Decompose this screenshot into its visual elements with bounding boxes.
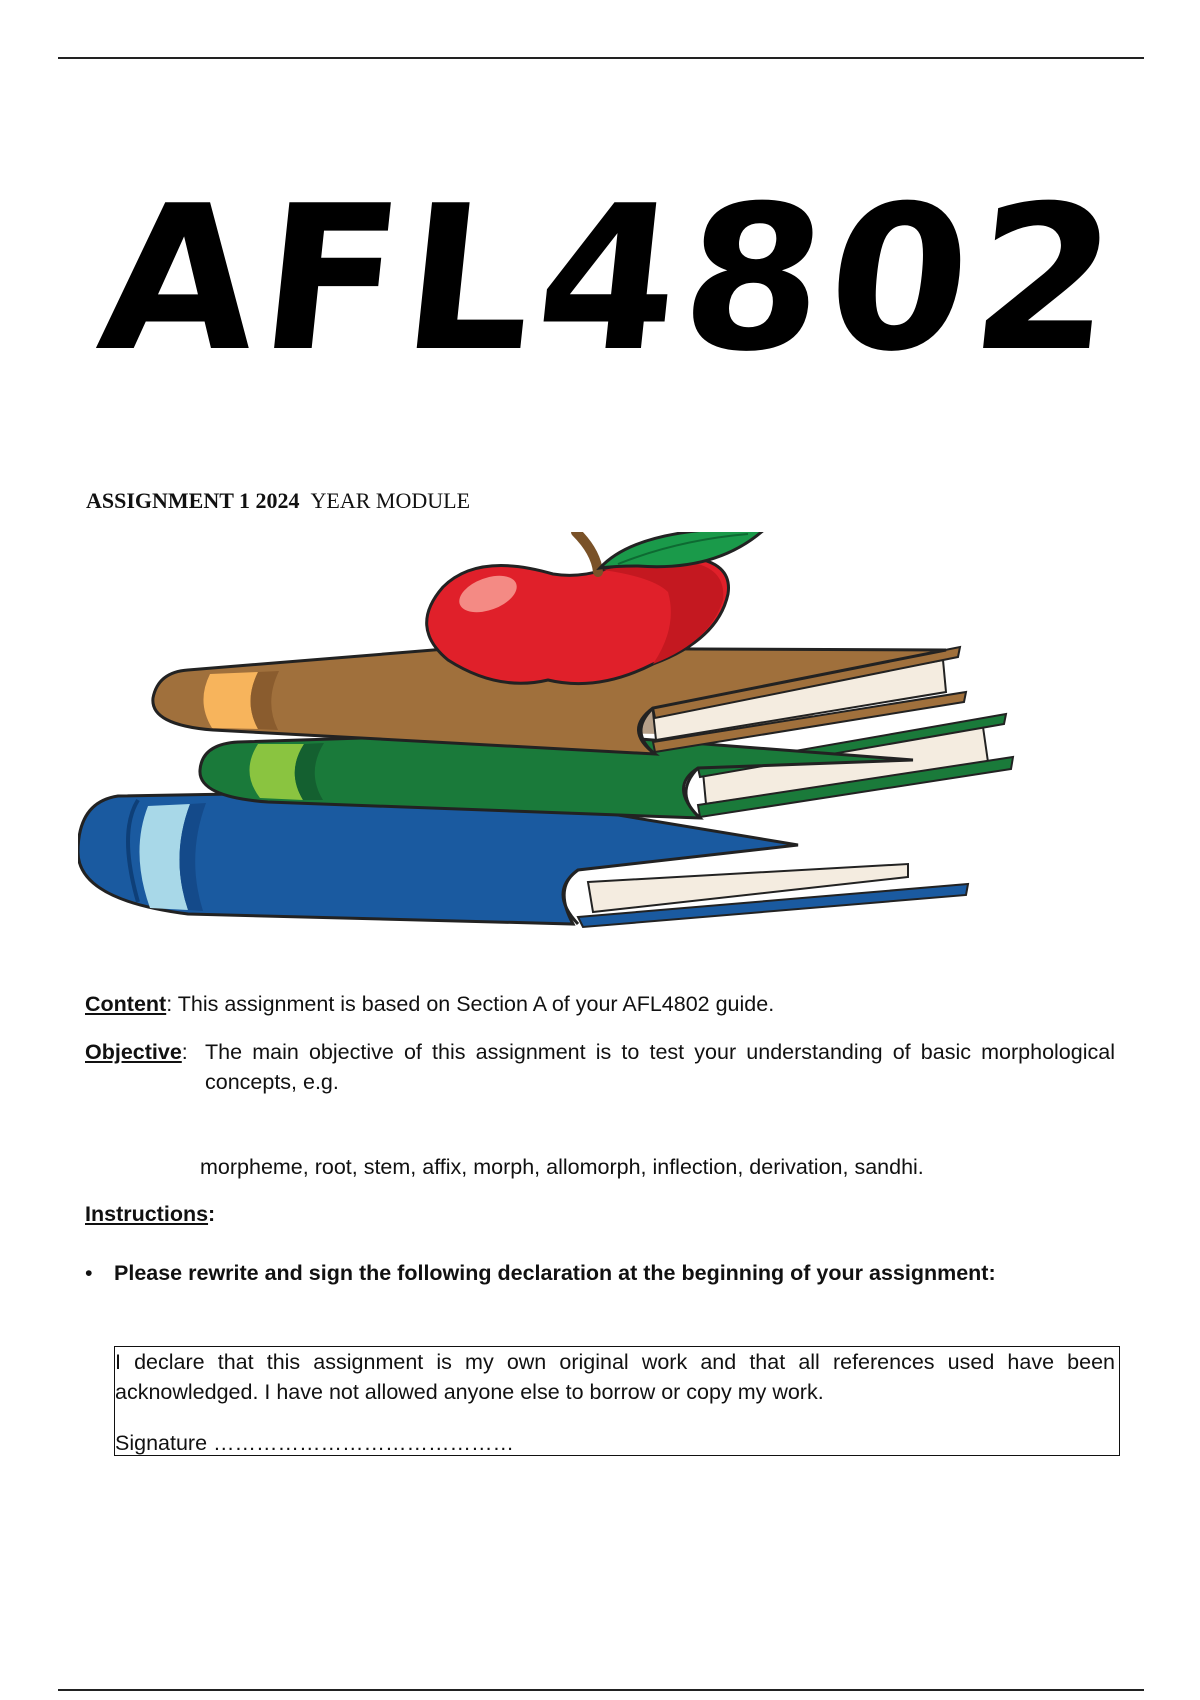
course-code-title: AFL4802 xyxy=(89,163,1132,396)
objective-label: Objective xyxy=(85,1040,182,1064)
declaration-box xyxy=(114,1346,1120,1456)
instructions-heading xyxy=(85,1199,215,1229)
signature-line[interactable]: Signature …………………………………… xyxy=(115,1431,515,1455)
objective-text: The main objective of this assignment is to test your understanding of basic morphological concepts, e.g. xyxy=(205,1040,1115,1094)
content-line xyxy=(85,989,774,1019)
bullet-marker: • xyxy=(85,1261,93,1285)
instructions-colon: : xyxy=(208,1202,216,1226)
declaration-text: I declare that this assignment is my own original work and that all references used have been acknowledged. I have not allowed anyone else to borrow or copy my work. xyxy=(115,1350,1115,1404)
instructions-label: Instructions xyxy=(85,1202,209,1226)
objective-colon: : xyxy=(181,1040,188,1064)
concepts-list: morpheme, root, stem, affix, morph, allomorph, inflection, derivation, sandhi. xyxy=(200,1155,924,1179)
books-with-apple-illustration xyxy=(78,532,1118,972)
instruction-bullet xyxy=(85,1258,996,1288)
bullet-text: Please rewrite and sign the following declaration at the beginning of your assignment: xyxy=(114,1261,996,1285)
objective-line xyxy=(85,1037,1115,1094)
assignment-heading-bold: ASSIGNMENT 1 2024 xyxy=(86,488,300,513)
bottom-rule xyxy=(58,1689,1144,1691)
content-label: Content xyxy=(85,992,167,1016)
top-rule xyxy=(58,57,1144,59)
content-text: : This assignment is based on Section A of your AFL4802 guide. xyxy=(166,992,775,1016)
assignment-heading xyxy=(86,488,470,514)
assignment-heading-module: YEAR MODULE xyxy=(310,488,471,513)
